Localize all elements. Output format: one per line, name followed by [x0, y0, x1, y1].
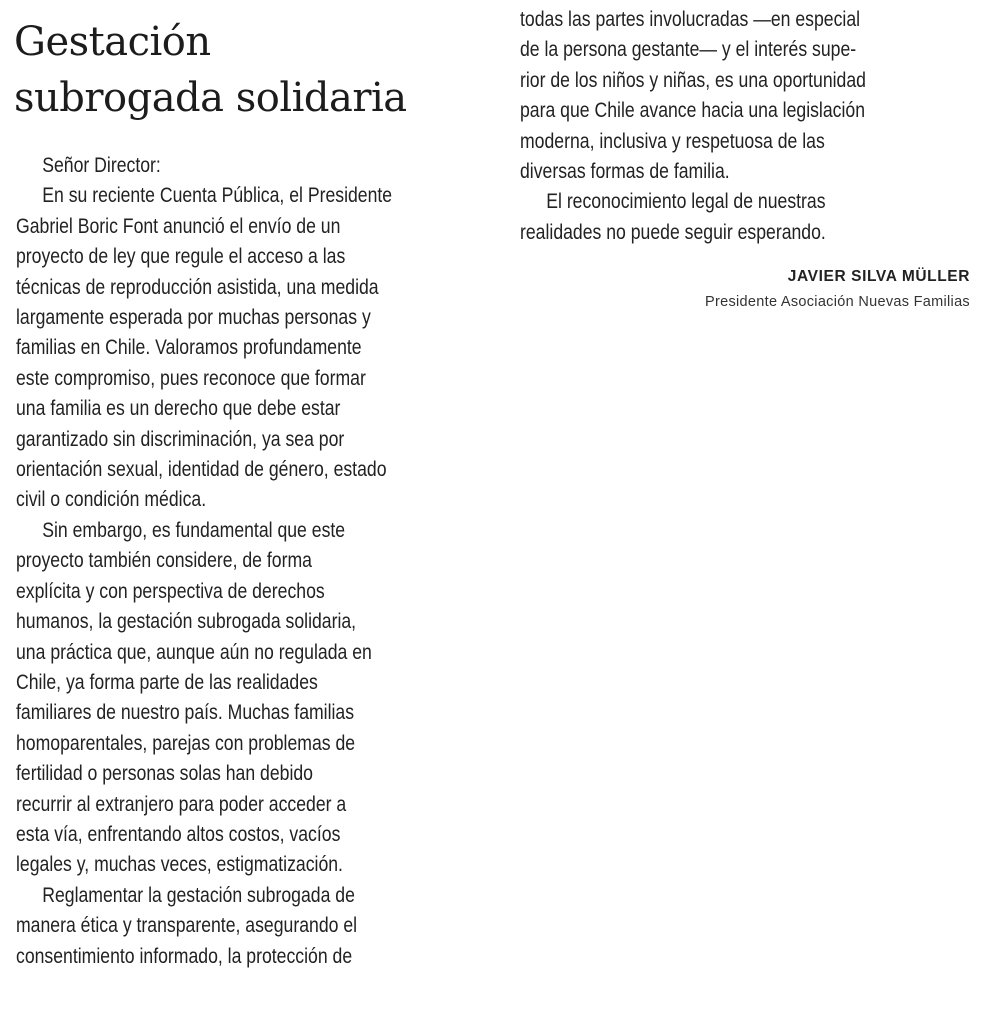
- body-line: este compromiso, pues reconoce que formar: [16, 365, 366, 390]
- body-line: manera ética y transparente, asegurando el: [16, 913, 358, 938]
- body-line: rior de los niños y niñas, es una oportunidad: [520, 67, 866, 92]
- body-line: largamente esperada por muchas personas y: [16, 305, 371, 330]
- headline-line: Gestación: [14, 19, 211, 65]
- signature-block: [705, 266, 970, 316]
- article-headline: [14, 14, 407, 126]
- body-line: proyecto también considere, de forma: [16, 548, 312, 573]
- body-line: orientación sexual, identidad de género, estado: [16, 457, 387, 482]
- body-line: civil o condición médica.: [16, 487, 207, 512]
- body-line: diversas formas de familia.: [520, 159, 730, 184]
- author-title: Presidente Asociación Nuevas Familias: [705, 294, 970, 310]
- body-line: realidades no puede seguir esperando.: [520, 219, 826, 244]
- body-line: legales y, muchas veces, estigmatización.: [16, 852, 343, 877]
- body-line: proyecto de ley que regule el acceso a las: [16, 244, 346, 269]
- body-line: una práctica que, aunque aún no regulada en: [16, 639, 372, 664]
- body-line: todas las partes involucradas —en especial: [520, 7, 861, 31]
- body-line: garantizado sin discriminación, ya sea por: [16, 426, 345, 451]
- letter-column-right: [520, 4, 963, 247]
- body-line: una familia es un derecho que debe estar: [16, 396, 341, 421]
- body-line: En su reciente Cuenta Pública, el Presidente: [42, 183, 393, 208]
- body-line: Chile, ya forma parte de las realidades: [16, 669, 318, 694]
- body-line: de la persona gestante— y el interés supe-: [520, 37, 857, 62]
- body-line: fertilidad o personas solas han debido: [16, 761, 313, 786]
- headline-line: subrogada solidaria: [14, 75, 407, 121]
- salutation: Señor Director:: [42, 153, 161, 177]
- body-line: esta vía, enfrentando altos costos, vacíos: [16, 821, 341, 846]
- body-line: para que Chile avance hacia una legislación: [520, 98, 866, 123]
- body-line: moderna, inclusiva y respetuosa de las: [520, 128, 825, 153]
- body-line: técnicas de reproducción asistida, una medida: [16, 274, 379, 299]
- body-line: homoparentales, parejas con problemas de: [16, 730, 356, 755]
- body-line: Sin embargo, es fundamental que este: [42, 517, 346, 542]
- body-line: familiares de nuestro país. Muchas familias: [16, 700, 355, 725]
- body-line: Gabriel Boric Font anunció el envío de un: [16, 213, 341, 238]
- body-line: explícita y con perspectiva de derechos: [16, 578, 325, 603]
- body-line: consentimiento informado, la protección de: [16, 943, 353, 968]
- body-line: recurrir al extranjero para poder acceder a: [16, 791, 347, 816]
- body-line: Reglamentar la gestación subrogada de: [42, 882, 355, 907]
- author-name: JAVIER SILVA MÜLLER: [787, 268, 970, 285]
- body-line: El reconocimiento legal de nuestras: [546, 189, 826, 214]
- body-line: humanos, la gestación subrogada solidaria,: [16, 609, 357, 634]
- letter-column-left: [16, 150, 475, 971]
- body-line: familias en Chile. Valoramos profundamente: [16, 335, 362, 360]
